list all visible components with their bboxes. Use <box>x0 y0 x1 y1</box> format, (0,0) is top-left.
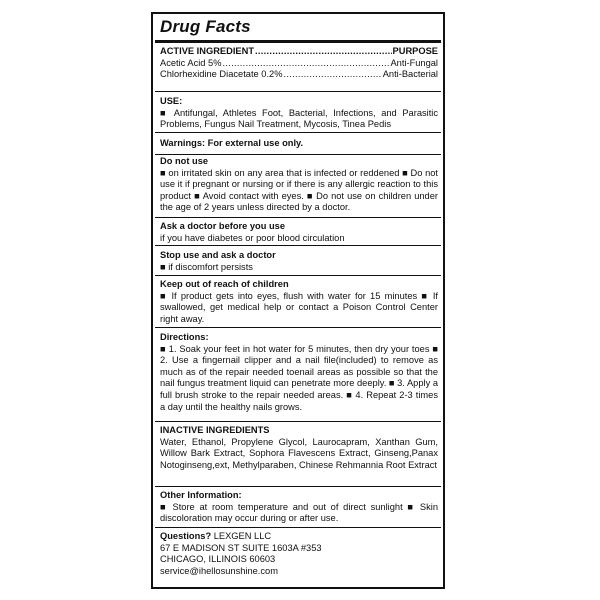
other-information-section <box>160 490 438 525</box>
divider <box>155 245 441 246</box>
questions-line <box>160 531 438 543</box>
do-not-use-section <box>160 156 438 214</box>
divider <box>155 132 441 133</box>
divider <box>155 40 441 43</box>
ingredient-row <box>160 69 438 81</box>
divider <box>155 327 441 328</box>
active-ingredient-header <box>160 46 438 58</box>
divider <box>155 217 441 218</box>
stop-use-section <box>160 250 438 273</box>
do-not-use-text: ■ on irritated skin on any area that is infected or reddened ■ Do not use it if pregnant or nursing or if there is any allergic reaction to this product ■ Avoid contact with eyes. ■ Do not use on children under the age of 2 years unless directed by a doctor. <box>160 167 438 213</box>
use-text: ■ Antifungal, Athletes Foot, Bacterial, Infections, and Parasitic Problems, Fungus Nail Treatment, Mycosis, Tinea Pedis <box>160 107 438 130</box>
questions-heading: Questions? <box>160 531 212 541</box>
inactive-text: Water, Ethanol, Propylene Glycol, Laurocapram, Xanthan Gum, Willow Bark Extract, Sophora Flavescens Extract, Ginseng,Panax Notoginseng,ext, Methylparaben, Chinese Rehmannia Root Extract <box>160 436 438 470</box>
keep-out-text: ■ If product gets into eyes, flush with water for 15 minutes ■ If swallowed, get medical help or contact a Poison Control Center right away. <box>160 290 438 324</box>
divider <box>155 486 441 487</box>
inactive-ingredients-section <box>160 425 438 471</box>
inactive-heading: INACTIVE INGREDIENTS <box>160 425 270 435</box>
purpose-heading: PURPOSE <box>392 46 438 56</box>
divider <box>155 275 441 276</box>
active-ingredient-heading: ACTIVE INGREDIENT <box>160 46 255 56</box>
keep-out-heading: Keep out of reach of children <box>160 279 289 289</box>
ask-doctor-text: if you have diabetes or poor blood circulation <box>160 232 345 243</box>
other-heading: Other Information: <box>160 490 242 500</box>
divider <box>155 421 441 422</box>
ask-doctor-heading: Ask a doctor before you use <box>160 221 286 231</box>
address-line-1: 67 E MADISON ST SUITE 1603A #353 <box>160 542 322 553</box>
use-section <box>160 96 438 131</box>
directions-heading: Directions: <box>160 332 209 342</box>
company-name: LEXGEN LLC <box>213 531 272 541</box>
ingredient-purpose: Anti-Fungal <box>390 57 438 68</box>
active-ingredients-section <box>160 46 438 81</box>
ingredient-name: Acetic Acid 5% <box>160 57 222 68</box>
contact-email[interactable]: service@ihellosunshine.com <box>160 565 278 576</box>
ingredient-row <box>160 58 438 70</box>
drug-facts-title: Drug Facts <box>160 17 251 36</box>
address-line-2: CHICAGO, ILLINOIS 60603 <box>160 554 276 565</box>
ask-doctor-section <box>160 221 438 244</box>
drug-facts-label <box>151 12 445 589</box>
keep-out-section <box>160 279 438 325</box>
use-heading: USE: <box>160 96 183 106</box>
questions-section <box>160 531 438 577</box>
ingredient-purpose: Anti-Bacterial <box>382 69 438 80</box>
directions-text: ■ 1. Soak your feet in hot water for 5 minutes, then dry your toes ■ 2. Use a fingernail clipper and a nail file(included) to remove as much as of the repair needed toenail areas as possible so that the nail fungus treatment liquid can penetrate more deeply. ■ 3. Apply a full brush stroke to the repair needed areas. ■ 4. Repeat 2-3 times a day until the healthy nails grows. <box>160 343 438 412</box>
divider <box>155 527 441 528</box>
warnings-section <box>160 138 438 150</box>
do-not-use-heading: Do not use <box>160 156 209 166</box>
ingredient-name: Chlorhexidine Diacetate 0.2% <box>160 69 283 80</box>
stop-use-heading: Stop use and ask a doctor <box>160 250 276 260</box>
directions-section <box>160 332 438 413</box>
stop-use-text: ■ if discomfort persists <box>160 261 253 272</box>
divider <box>155 91 441 92</box>
other-text: ■ Store at room temperature and out of direct sunlight ■ Skin discoloration may occur during or after use. <box>160 501 438 524</box>
warnings-heading: Warnings: For external use only. <box>160 138 304 148</box>
divider <box>155 154 441 155</box>
